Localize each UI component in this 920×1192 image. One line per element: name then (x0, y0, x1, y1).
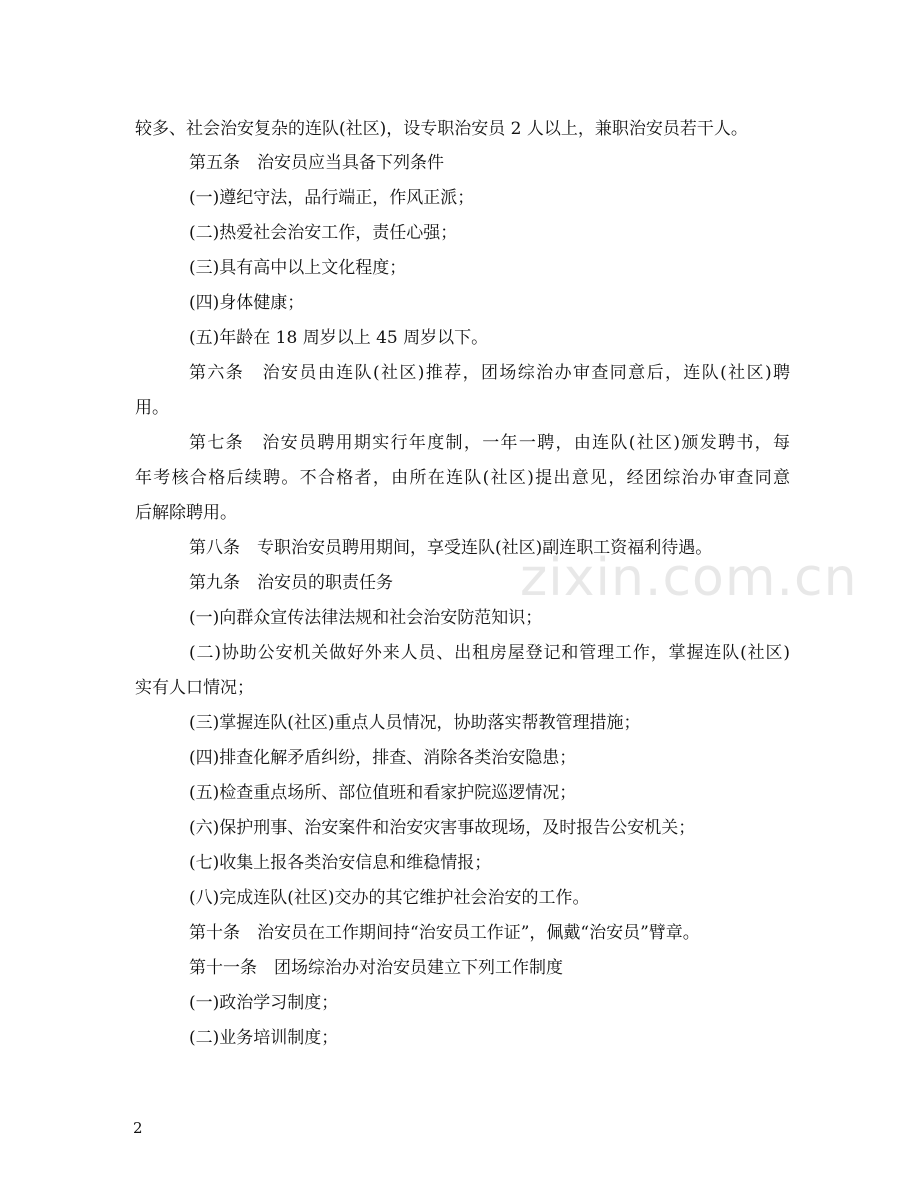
list-item: (一)遵纪守法，品行端正，作风正派； (189, 188, 475, 208)
list-item: (二)热爱社会治安工作，责任心强； (189, 223, 458, 243)
page-number: 2 (133, 1119, 143, 1137)
article-paragraph: 第十条 治安员在工作期间持“治安员工作证”，佩戴“治安员”臂章。 (189, 923, 700, 943)
list-item: (一)向群众宣传法律法规和社会治安防范知识； (189, 608, 543, 628)
list-item: (七)收集上报各类治安信息和维稳情报； (189, 853, 492, 873)
list-item: (五)年龄在 18 周岁以上 45 周岁以下。 (189, 328, 489, 348)
list-item: (三)掌握连队(社区)重点人员情况，协助落实帮教管理措施； (189, 713, 641, 733)
article-heading: 第五条 治安员应当具备下列条件 (189, 153, 444, 173)
article-paragraph: 第六条 治安员由连队(社区)推荐，团场综治办审查同意后，连队(社区)聘 (189, 363, 790, 383)
paragraph-line: 较多、社会治安复杂的连队(社区)，设专职治安员 2 人以上，兼职治安员若干人。 (135, 119, 748, 139)
paragraph-line: 实有人口情况； (135, 678, 254, 698)
list-item: (四)身体健康； (189, 293, 305, 313)
watermark: zixin.com.cn (520, 548, 858, 608)
article-heading: 第九条 治安员的职责任务 (189, 573, 393, 593)
paragraph-line: 年考核合格后续聘。不合格者，由所在连队(社区)提出意见，经团综治办审查同意 (135, 468, 790, 488)
article-paragraph: 第八条 专职治安员聘用期间，享受连队(社区)副连职工资福利待遇。 (189, 538, 713, 558)
article-paragraph: 第七条 治安员聘用期实行年度制，一年一聘，由连队(社区)颁发聘书，每 (189, 433, 790, 453)
list-item: (四)排查化解矛盾纠纷，排查、消除各类治安隐患； (189, 748, 577, 768)
list-item: (二)协助公安机关做好外来人员、出租房屋登记和管理工作，掌握连队(社区) (189, 643, 790, 663)
paragraph-line: 后解除聘用。 (135, 503, 237, 523)
paragraph-line: 用。 (135, 398, 169, 418)
list-item: (二)业务培训制度； (189, 1028, 339, 1048)
list-item: (六)保护刑事、治安案件和治安灾害事故现场，及时报告公安机关； (189, 818, 696, 838)
list-item: (三)具有高中以上文化程度； (189, 258, 407, 278)
article-heading: 第十一条 团场综治办对治安员建立下列工作制度 (189, 958, 563, 978)
list-item: (一)政治学习制度； (189, 993, 339, 1013)
list-item: (五)检查重点场所、部位值班和看家护院巡逻情况； (189, 783, 577, 803)
list-item: (八)完成连队(社区)交办的其它维护社会治安的工作。 (189, 888, 590, 908)
